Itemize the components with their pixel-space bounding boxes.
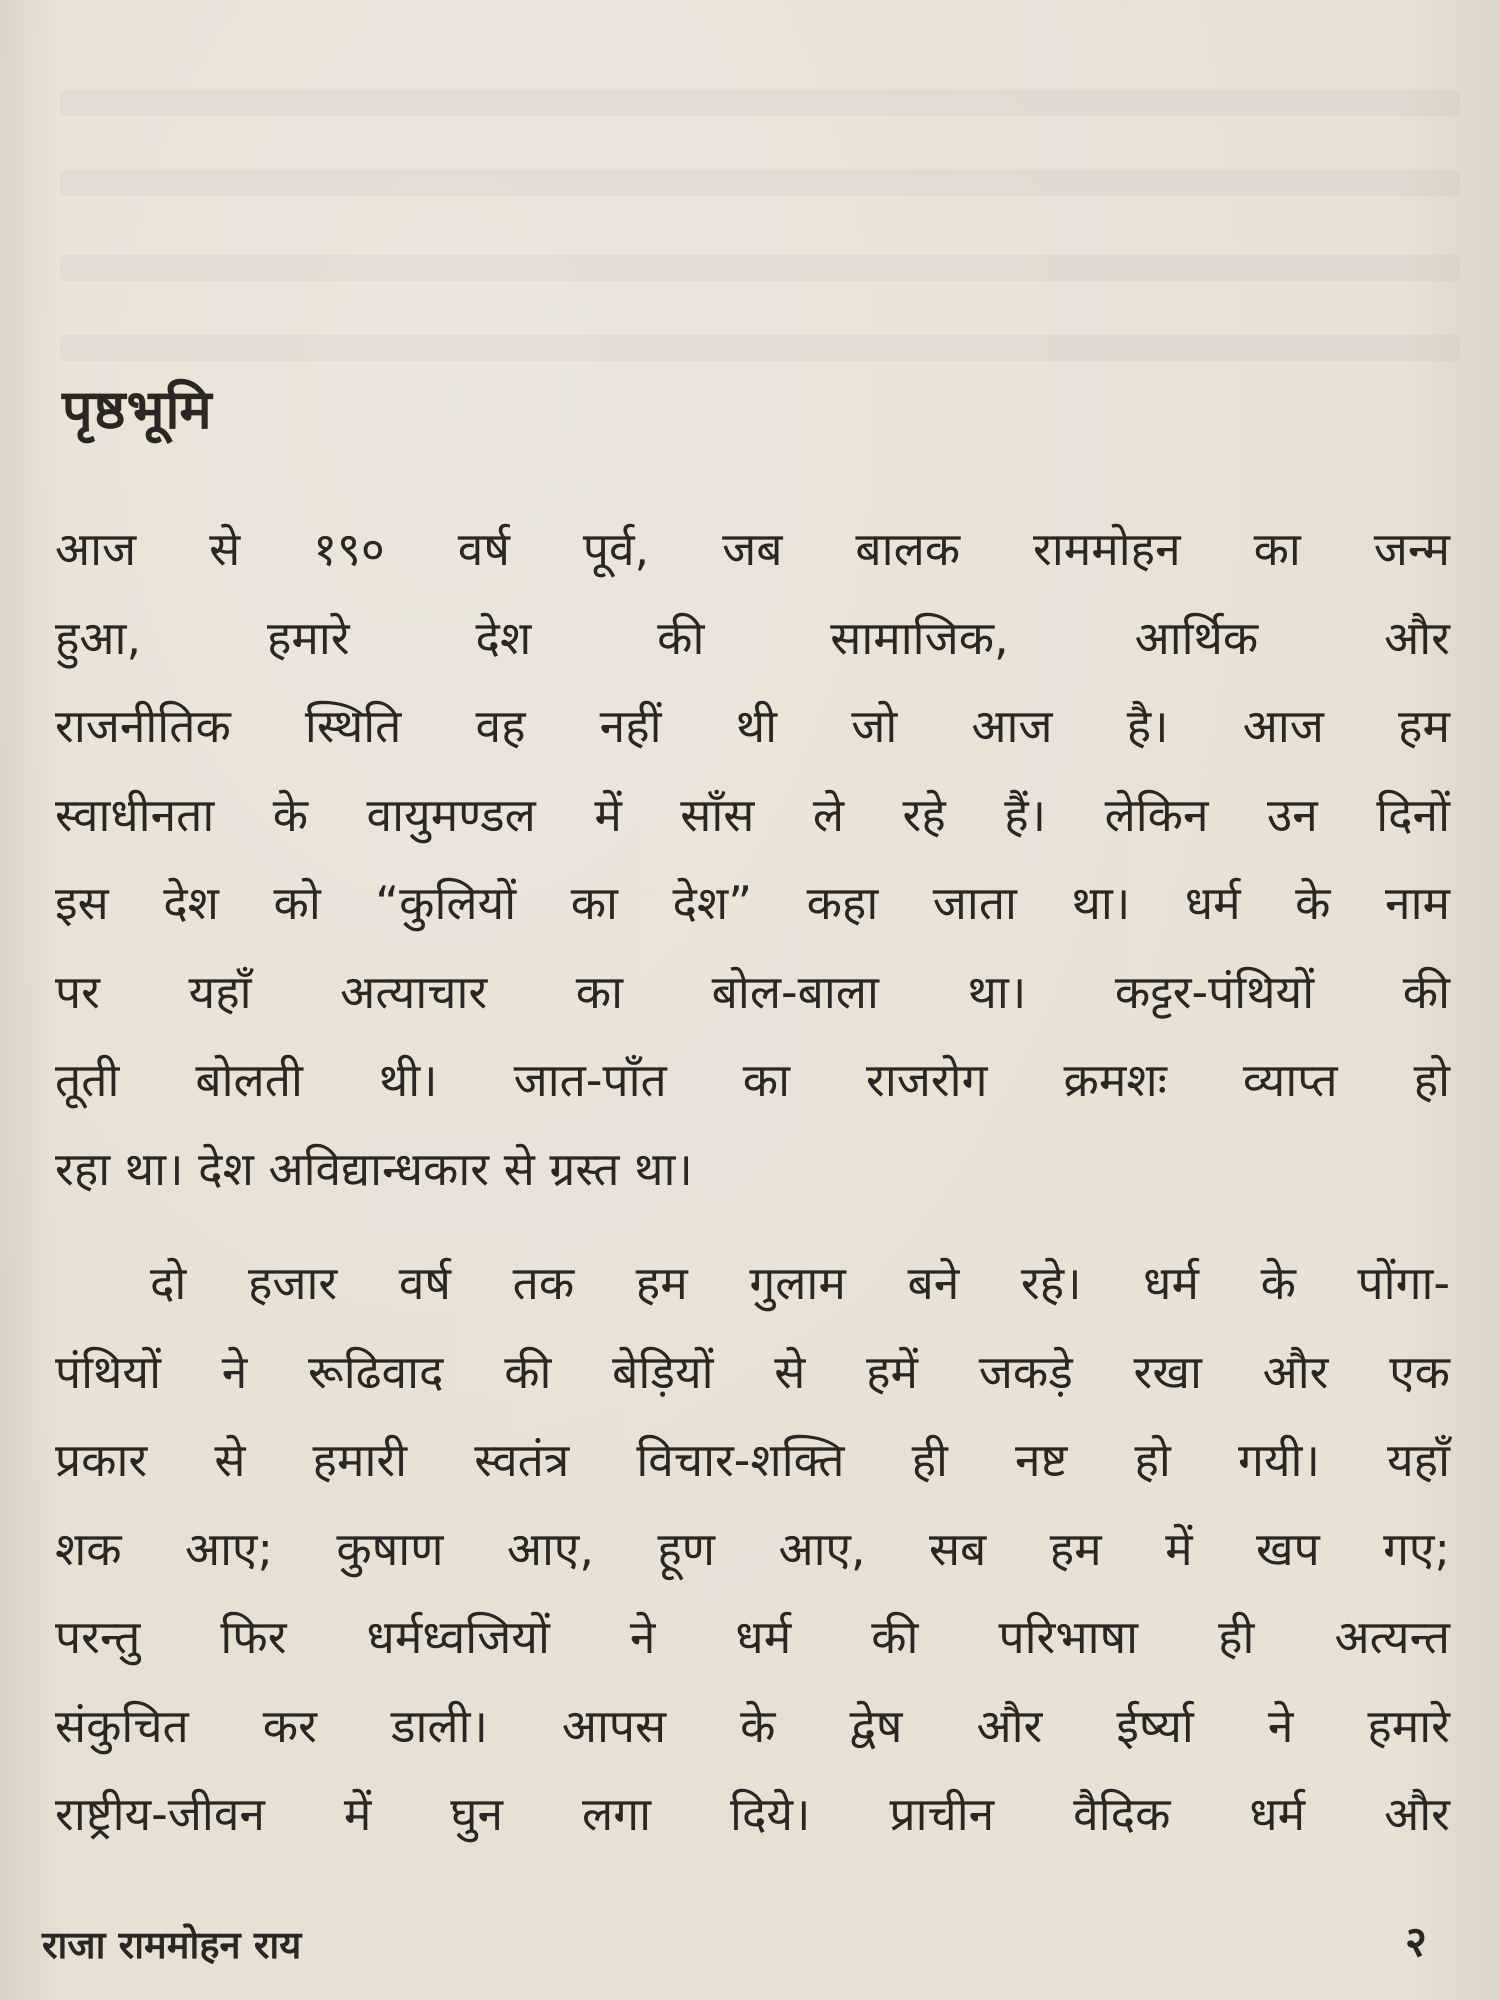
body-text [55, 505, 1450, 1859]
show-through-line [60, 90, 1460, 116]
show-through-line [60, 170, 1460, 196]
text-line: तूती बोलती थी। जात-पाँत का राजरोग क्रमशः व्याप्त हो [55, 1053, 1450, 1107]
paragraph-gap [55, 1213, 1450, 1239]
running-footer-title: राजा राममोहन राय [42, 1923, 302, 1967]
text-line: स्वाधीनता के वायुमण्डल में साँस ले रहे हैं। लेकिन उन दिनों [55, 787, 1450, 842]
text-line: प्रकार से हमारी स्वतंत्र विचार-शक्ति ही नष्ट हो गयी। यहाँ [55, 1433, 1450, 1487]
text-line: राजनीतिक स्थिति वह नहीं थी जो आज है। आज हम [55, 699, 1450, 753]
show-through-line [60, 255, 1460, 281]
text-line: संकुचित कर डाली। आपस के द्वेष और ईर्ष्या ने हमारे [55, 1698, 1450, 1753]
text-line: आज से १९० वर्ष पूर्व, जब बालक राममोहन का जन्म [55, 522, 1450, 576]
text-line: राष्ट्रीय-जीवन में घुन लगा दिये। प्राचीन वैदिक धर्म और [55, 1787, 1450, 1841]
paragraph-2 [55, 1239, 1450, 1859]
text-line: इस देश को “कुलियों का देश” कहा जाता था। धर्म के नाम [55, 876, 1450, 930]
text-line: पर यहाँ अत्याचार का बोल-बाला था। कट्टर-पंथियों की [55, 964, 1450, 1019]
text-line: दो हजार वर्ष तक हम गुलाम बने रहे। धर्म के पोंगा- [150, 1256, 1450, 1310]
text-line: पंथियों ने रूढिवाद की बेड़ियों से हमें जकड़े रखा और एक [55, 1344, 1450, 1399]
text-line: हुआ, हमारे देश की सामाजिक, आर्थिक और [55, 610, 1450, 665]
text-line: रहा था। देश अविद्यान्धकार से ग्रस्त था। [55, 1141, 693, 1196]
text-line: शक आए; कुषाण आए, हूण आए, सब हम में खप गए; [55, 1521, 1450, 1576]
text-line: परन्तु फिर धर्मध्वजियों ने धर्म की परिभाषा ही अत्यन्त [55, 1610, 1450, 1664]
paragraph-1 [55, 505, 1450, 1213]
page-number: २ [1405, 1917, 1427, 1966]
section-heading: पृष्ठभूमि [62, 378, 213, 441]
show-through-line [60, 335, 1460, 361]
